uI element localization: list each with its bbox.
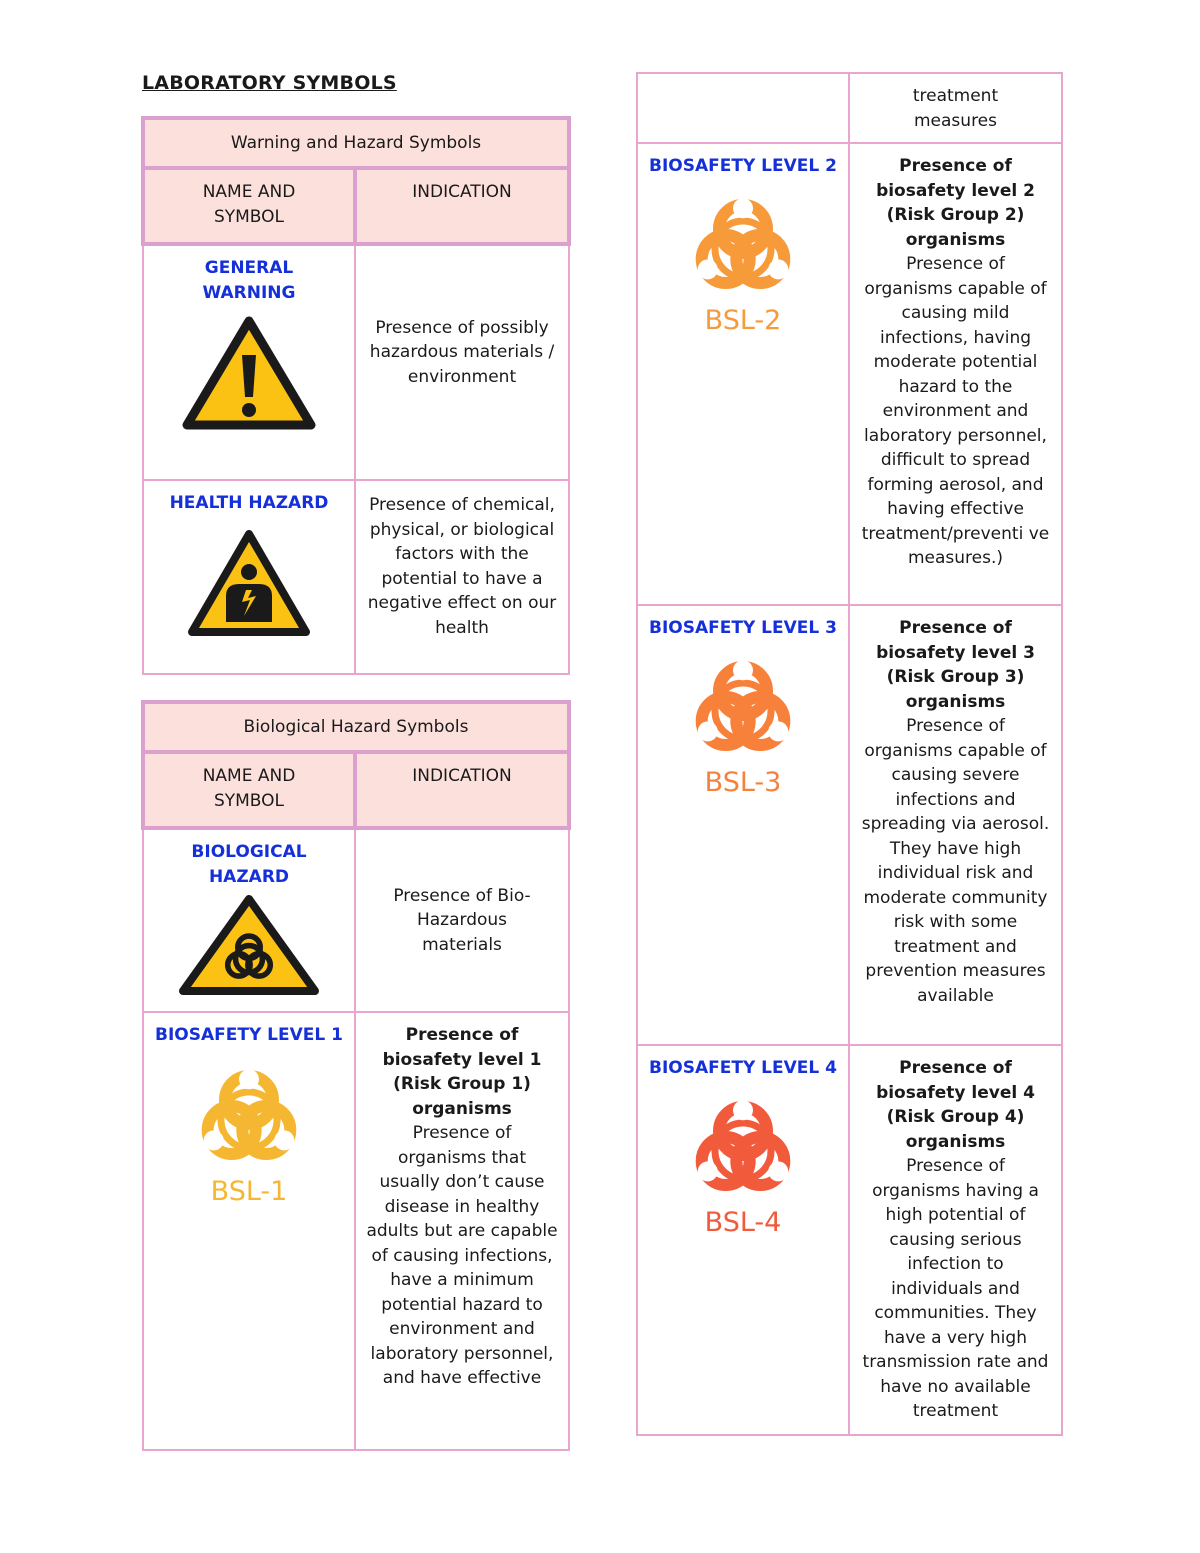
symbol-name: BIOSAFETY LEVEL 1 xyxy=(155,1025,343,1045)
table-row xyxy=(143,828,569,1012)
indication-heading: Presence of biosafety level 4 (Risk Group 4) organisms xyxy=(876,1058,1035,1152)
bsl-badge: BSL-1 xyxy=(210,1175,288,1207)
indication-text xyxy=(366,1023,558,1391)
indication-text xyxy=(860,616,1052,1008)
bsl-badge: BSL-2 xyxy=(704,304,782,336)
indication-heading: Presence of biosafety level 2 (Risk Group 2) organisms xyxy=(876,156,1035,250)
biosafety-levels-table xyxy=(636,72,1063,1436)
indication-body: Presence of organisms capable of causing severe infections and spreading via aerosol. They have high individual risk and moderate community risk with some treatment and prevention measures available xyxy=(861,716,1050,1006)
symbol-name: GENERAL WARNING xyxy=(202,258,296,303)
warning-hazard-table xyxy=(141,116,571,675)
biohazard-bsl2-icon xyxy=(681,191,805,307)
indication-text: Presence of chemical, physical, or biological factors with the potential to have a negative effect on our health xyxy=(367,495,557,638)
indication-text: Presence of possibly hazardous materials / environment xyxy=(369,317,555,387)
table-row xyxy=(637,73,1062,143)
symbol-name: BIOSAFETY LEVEL 2 xyxy=(649,156,837,176)
table-row xyxy=(143,480,569,674)
warning-exclamation-icon xyxy=(179,313,319,435)
name-cell xyxy=(143,480,355,674)
biohazard-bsl4-icon xyxy=(681,1093,805,1209)
page-title: LABORATORY SYMBOLS xyxy=(142,72,397,94)
table-row xyxy=(637,1045,1062,1435)
bsl-badge: BSL-3 xyxy=(704,766,782,798)
column-header-name: NAME AND SYMBOL xyxy=(143,168,355,244)
indication-cell xyxy=(355,244,569,480)
name-cell xyxy=(143,828,355,1012)
name-cell xyxy=(637,605,849,1045)
indication-body: Presence of organisms having a high potential of causing serious infection to individuals and communities. They have a very high transmission rate and have no available treatment xyxy=(862,1156,1049,1421)
indication-cell xyxy=(355,480,569,674)
indication-text: treatment measures xyxy=(912,86,999,131)
table-row xyxy=(143,244,569,480)
indication-text xyxy=(860,1056,1052,1424)
indication-cell xyxy=(849,143,1062,605)
bsl-badge: BSL-4 xyxy=(704,1206,782,1238)
symbol-name: BIOSAFETY LEVEL 4 xyxy=(649,1058,837,1078)
symbol-name: BIOSAFETY LEVEL 3 xyxy=(649,618,837,638)
table-caption: Biological Hazard Symbols xyxy=(143,702,569,752)
name-cell xyxy=(637,143,849,605)
table-row xyxy=(637,605,1062,1045)
symbol-name: BIOLOGICAL HAZARD xyxy=(191,842,307,887)
indication-cell xyxy=(849,73,1062,143)
column-header-indication: INDICATION xyxy=(355,168,569,244)
indication-text xyxy=(860,154,1052,571)
column-header-name: NAME AND SYMBOL xyxy=(143,752,355,828)
health-hazard-icon xyxy=(184,526,314,642)
symbol-name: HEALTH HAZARD xyxy=(169,493,329,513)
column-header-indication: INDICATION xyxy=(355,752,569,828)
indication-cell xyxy=(849,1045,1062,1435)
indication-cell xyxy=(355,1012,569,1450)
table-caption: Warning and Hazard Symbols xyxy=(143,118,569,168)
biohazard-bsl3-icon xyxy=(681,653,805,769)
indication-cell xyxy=(355,828,569,1012)
name-cell xyxy=(637,73,849,143)
table-row xyxy=(143,1012,569,1450)
biohazard-bsl1-icon xyxy=(187,1062,311,1178)
biological-hazard-table xyxy=(141,700,571,1451)
name-cell xyxy=(637,1045,849,1435)
biohazard-warning-icon xyxy=(177,893,321,997)
indication-heading: Presence of biosafety level 1 (Risk Group 1) organisms xyxy=(382,1025,542,1119)
name-cell xyxy=(143,244,355,480)
table-row xyxy=(637,143,1062,605)
indication-text: Presence of Bio-Hazardous materials xyxy=(393,885,531,955)
indication-heading: Presence of biosafety level 3 (Risk Group 3) organisms xyxy=(876,618,1035,712)
indication-cell xyxy=(849,605,1062,1045)
name-cell xyxy=(143,1012,355,1450)
indication-body: Presence of organisms that usually don’t cause disease in healthy adults but are capable of causing infections, have a minimum potential hazard to environment and laboratory personnel, and have effective xyxy=(366,1123,558,1388)
indication-body: Presence of organisms capable of causing mild infections, having moderate potential hazard to the environment and laboratory personnel, difficult to spread forming aerosol, and having effective treatment/preventi ve measures.) xyxy=(861,254,1050,568)
